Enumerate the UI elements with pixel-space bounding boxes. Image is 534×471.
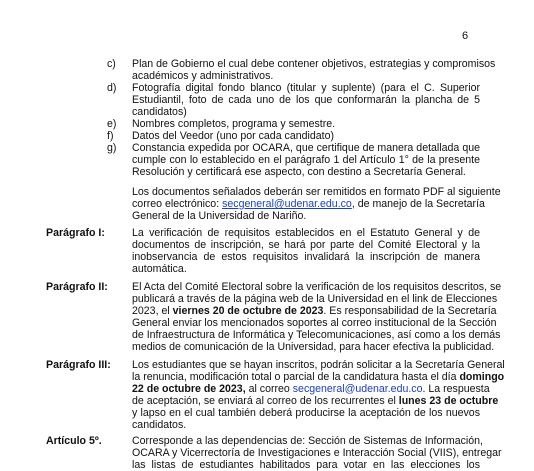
paragraph-label: Parágrafo III:: [46, 359, 111, 371]
paragraph-line: OCARA y Vicerrectoría de Investigaciones e Interacción Social (VIIS), entregar: [132, 447, 502, 459]
paragraph-label: Parágrafo II:: [46, 281, 108, 293]
list-line: Resolución y certificará ese aspecto, con destino a Secretaría General.: [132, 166, 466, 178]
list-line: académicos y administrativos.: [132, 70, 274, 82]
list-line: Fotografía digital fondo blanco (titular y suplente) (para el C. Superior: [132, 82, 480, 94]
list-marker: e): [107, 118, 117, 130]
paragraph-text: . Es responsabilidad de la Secretaría: [323, 305, 497, 317]
paragraph-line-email: [132, 383, 490, 395]
paragraph-line: Los estudiantes que se hayan inscritos, podrán solicitar a la Secretaría General: [132, 359, 505, 371]
list-marker: f): [107, 130, 114, 142]
paragraph-label: Parágrafo I:: [46, 227, 105, 239]
list-line: Constancia expedida por OCARA, que certifique de manera detallada que: [132, 142, 480, 154]
paragraph-line: candidatos.: [132, 419, 187, 431]
list-line: cumple con lo establecido en el parágrafo 1 del Artículo 1° de la presente: [132, 154, 480, 166]
email-link[interactable]: secgeneral@udenar.edu.co: [222, 198, 352, 210]
paragraph-line: La verificación de requisitos establecidos en el Estatuto General y de: [132, 227, 480, 239]
list-line: Datos del Veedor (uno por cada candidato): [132, 130, 335, 142]
note-line-email: [132, 198, 485, 210]
paragraph-line: medios de comunicación de la Universidad, para hacer efectiva la publicidad.: [132, 341, 495, 353]
paragraph-line: las listas de estudiantes habilitados para votar en las elecciones los: [132, 459, 480, 471]
date-highlight: lunes 23 de octubre: [398, 395, 499, 407]
page-number: 6: [462, 30, 469, 42]
note-text: , de manejo de la Secretaría: [351, 198, 485, 210]
list-line: Nombres completos, programa y semestre.: [132, 118, 336, 130]
list-line: Plan de Gobierno el cual debe contener objetivos, estrategias y compromisos: [132, 58, 496, 70]
paragraph-text: al correo: [245, 383, 293, 395]
note-line: Los documentos señalados deberán ser remitidos en formato PDF al siguiente: [132, 186, 501, 198]
email-link[interactable]: secgeneral@udenar.edu.co: [292, 383, 423, 395]
paragraph-line: El Acta del Comité Electoral sobre la verificación de los requisitos descritos, se: [132, 281, 502, 293]
note-line: General de la Universidad de Nariño.: [132, 210, 307, 222]
note-text: correo electrónico:: [132, 198, 223, 210]
paragraph-line: publicará a través de la página web de la Universidad en el link de Elecciones: [132, 293, 498, 305]
list-line: Estudiantil, foto de cada uno de los que conformarán la plancha de 5: [132, 94, 480, 106]
paragraph-line-date: [132, 371, 505, 383]
list-marker: g): [107, 142, 117, 154]
paragraph-text: 2023, el: [132, 305, 173, 317]
paragraph-line: documentos de inscripción, se hará por parte del Comité Electoral y la: [132, 239, 480, 251]
paragraph-line: y lapso en el cual también deberá producirse la aceptación de los nuevos: [132, 407, 480, 419]
date-highlight: viernes 20 de octubre de 2023: [172, 305, 324, 317]
date-highlight: 22 de octubre de 2023,: [132, 383, 246, 395]
paragraph-line: General enviar los mencionados soportes al correo institucional de la Sección: [132, 317, 497, 329]
list-line: candidatos): [132, 106, 187, 118]
list-marker: c): [107, 58, 116, 70]
paragraph-line-date: [132, 395, 499, 407]
paragraph-line: inobservancia de estos requisitos invalidará la inscripción de manera: [132, 251, 480, 263]
article-label: Artículo 5º.: [46, 435, 102, 447]
paragraph-line: de Infraestructura de Informática y Telecomunicaciones, así como a los demás: [132, 329, 501, 341]
paragraph-text: . La respuesta: [422, 383, 490, 395]
date-highlight: domingo: [459, 371, 505, 383]
paragraph-line-date: [132, 305, 497, 317]
paragraph-text: de aceptación, se enviará al correo de los recurrentes el: [132, 395, 399, 407]
paragraph-text: la renuncia, modificación total o parcial de la candidatura hasta el día: [132, 371, 460, 383]
list-marker: d): [107, 82, 117, 94]
paragraph-line: automática.: [132, 263, 187, 275]
paragraph-line: Corresponde a las dependencias de: Sección de Sistemas de Información,: [132, 435, 483, 447]
